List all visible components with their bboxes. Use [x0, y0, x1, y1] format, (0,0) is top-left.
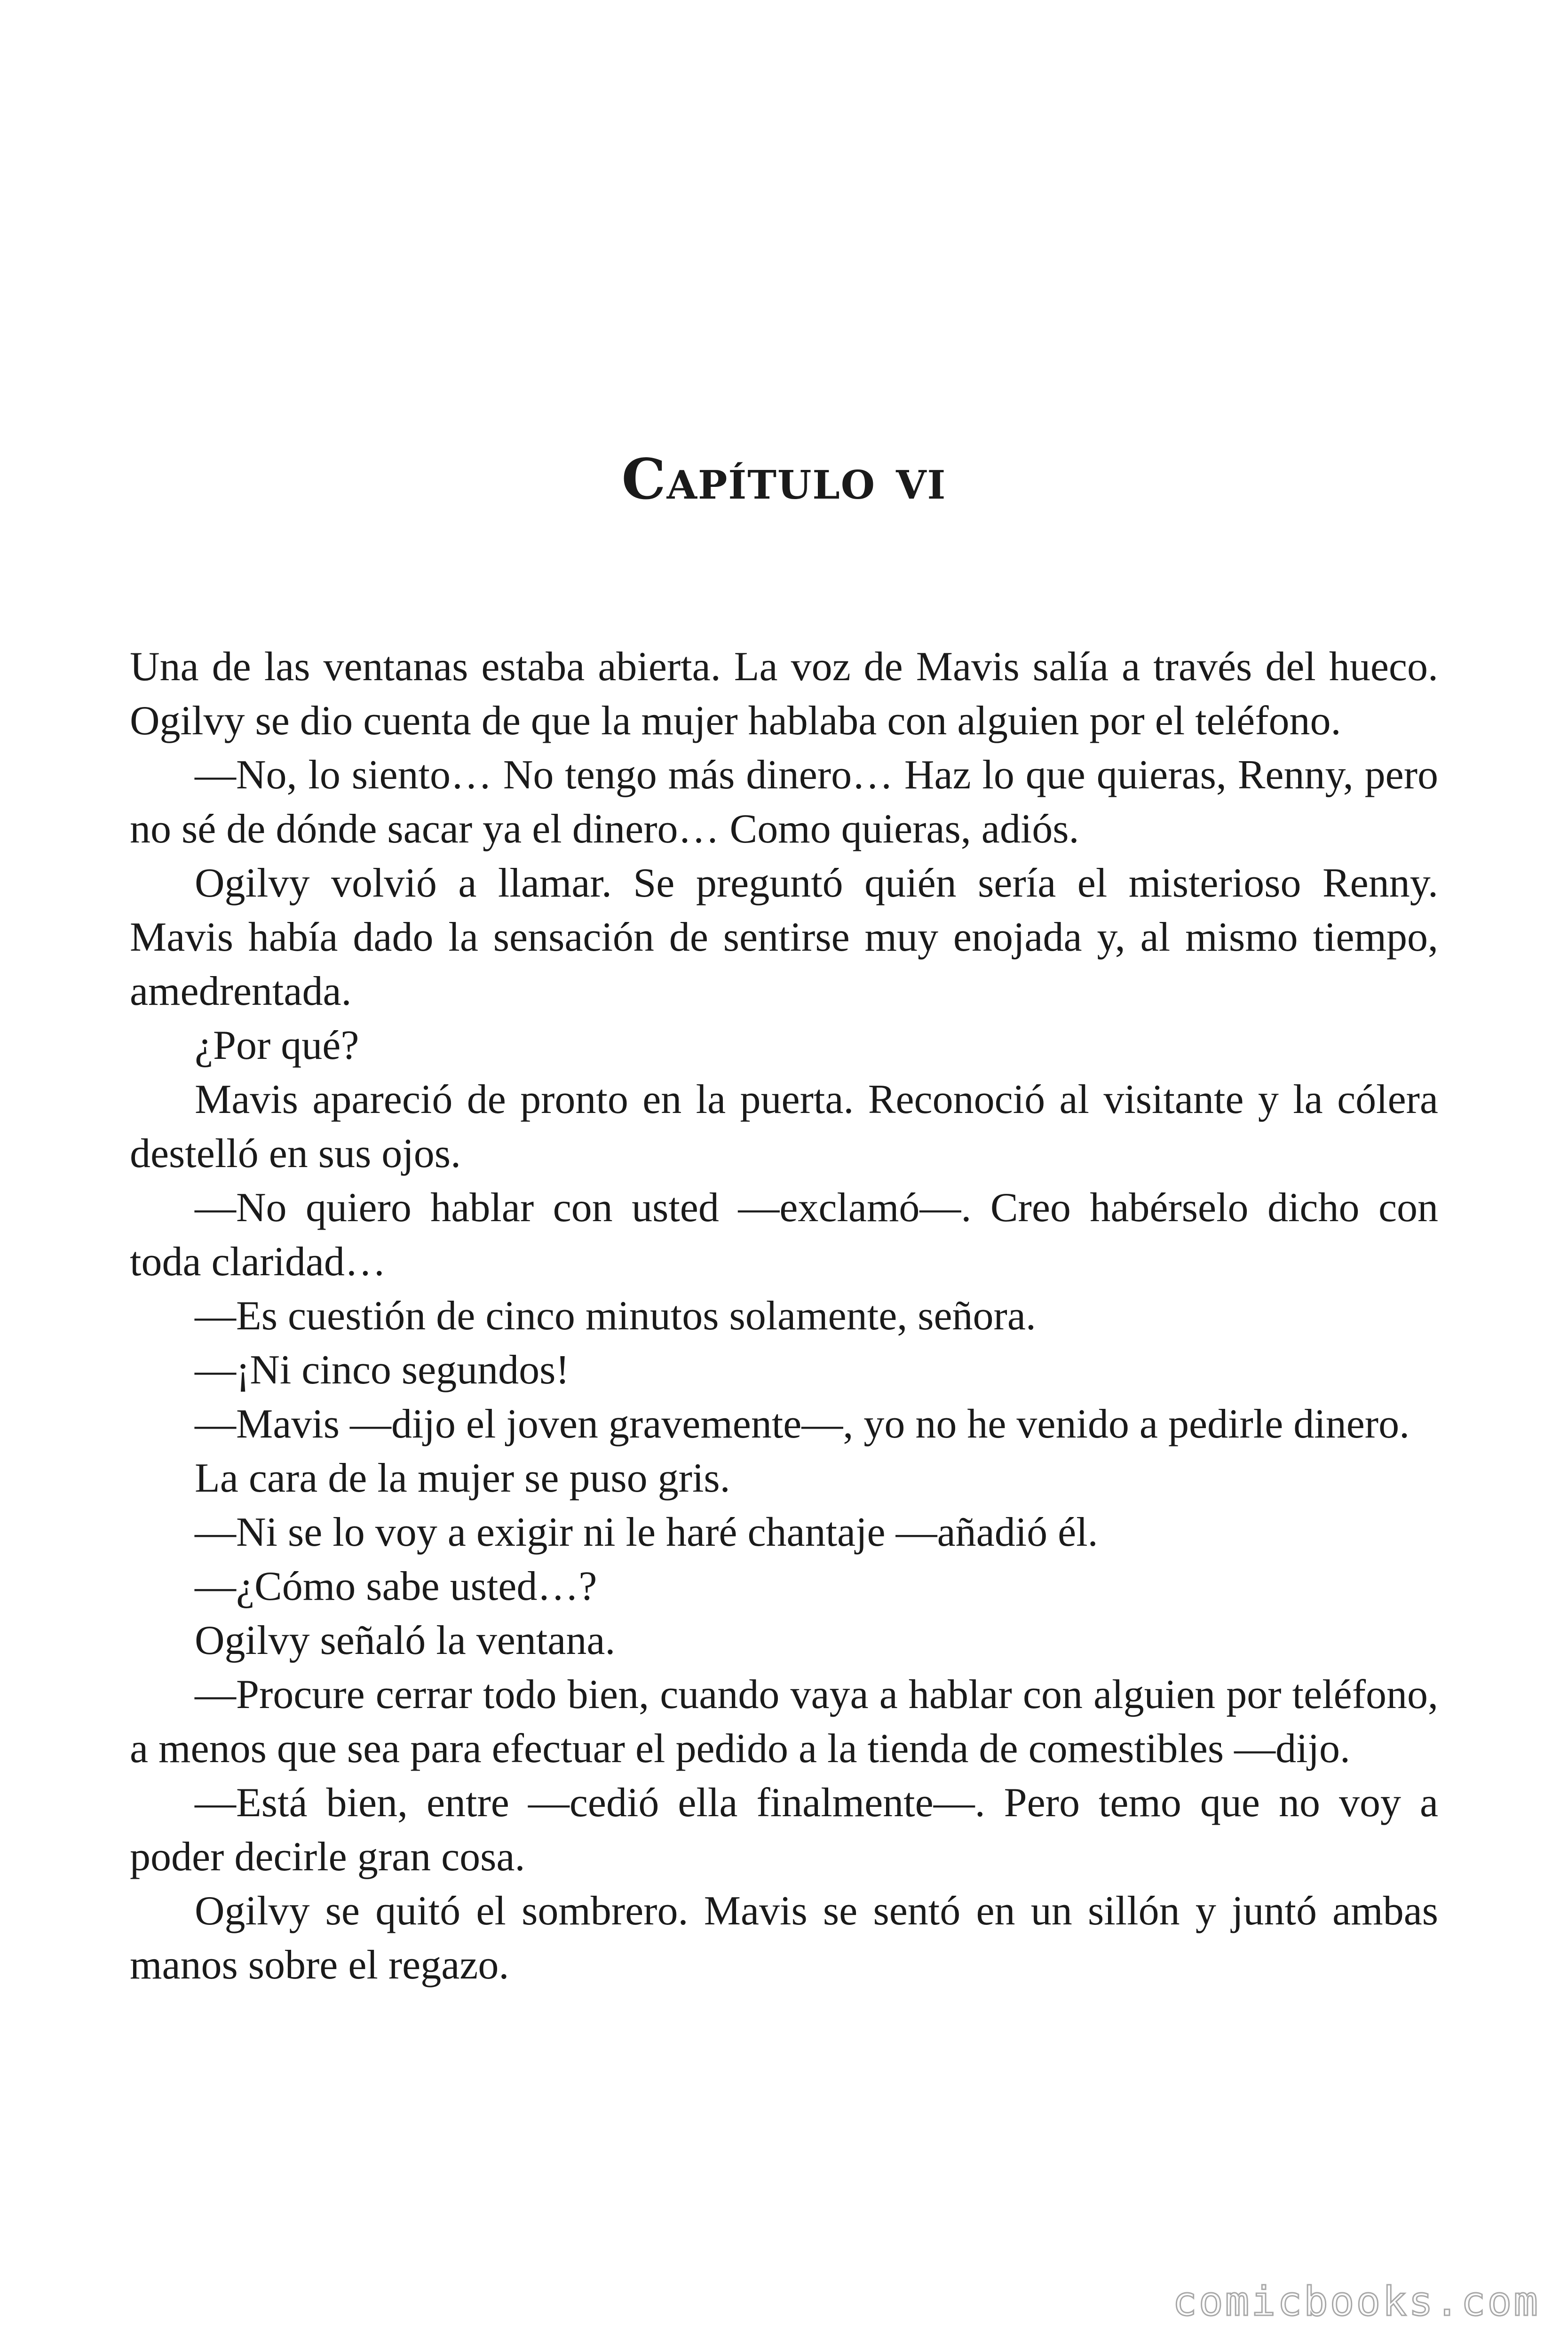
paragraph: —No quiero hablar con usted —exclamó—. Creo habérselo dicho con toda claridad…: [130, 1185, 1438, 1285]
paragraph: —¡Ni cinco segundos!: [195, 1347, 570, 1393]
paragraph: —Está bien, entre —cedió ella finalmente—. Pero temo que no voy a poder decirle gran cosa.: [130, 1780, 1438, 1880]
paragraph: —Procure cerrar todo bien, cuando vaya a hablar con alguien por teléfono, a menos que sea para efectuar el pedido a la tienda de comestibles —dijo.: [130, 1672, 1438, 1772]
paragraph: —No, lo siento… No tengo más dinero… Haz lo que quieras, Renny, pero no sé de dónde sacar ya el dinero… Como quieras, adiós.: [130, 752, 1438, 852]
paragraph: Ogilvy volvió a llamar. Se preguntó quién sería el misterioso Renny. Mavis había dado la sensación de sentirse muy enojada y, al mismo tiempo, amedrentada.: [130, 860, 1438, 1014]
paragraph: —¿Cómo sabe usted…?: [195, 1564, 597, 1609]
chapter-body: [130, 640, 1438, 1992]
chapter-title: Capítulo vi: [621, 446, 947, 512]
paragraph: Una de las ventanas estaba abierta. La voz de Mavis salía a través del hueco. Ogilvy se dio cuenta de que la mujer hablaba con alguien por el teléfono.: [130, 644, 1438, 744]
paragraph: Ogilvy señaló la ventana.: [195, 1618, 616, 1663]
paragraph: —Ni se lo voy a exigir ni le haré chantaje —añadió él.: [195, 1510, 1098, 1555]
paragraph: La cara de la mujer se puso gris.: [195, 1455, 730, 1501]
paragraph: ¿Por qué?: [195, 1023, 359, 1068]
paragraph: —Es cuestión de cinco minutos solamente, señora.: [195, 1293, 1036, 1339]
paragraph: Ogilvy se quitó el sombrero. Mavis se sentó en un sillón y juntó ambas manos sobre el regazo.: [130, 1888, 1438, 1988]
paragraph: —Mavis —dijo el joven gravemente—, yo no he venido a pedirle dinero.: [195, 1401, 1410, 1447]
paragraph: Mavis apareció de pronto en la puerta. Reconoció al visitante y la cólera destelló en sus ojos.: [130, 1077, 1438, 1176]
watermark: comicbooks.com: [1172, 2278, 1540, 2325]
